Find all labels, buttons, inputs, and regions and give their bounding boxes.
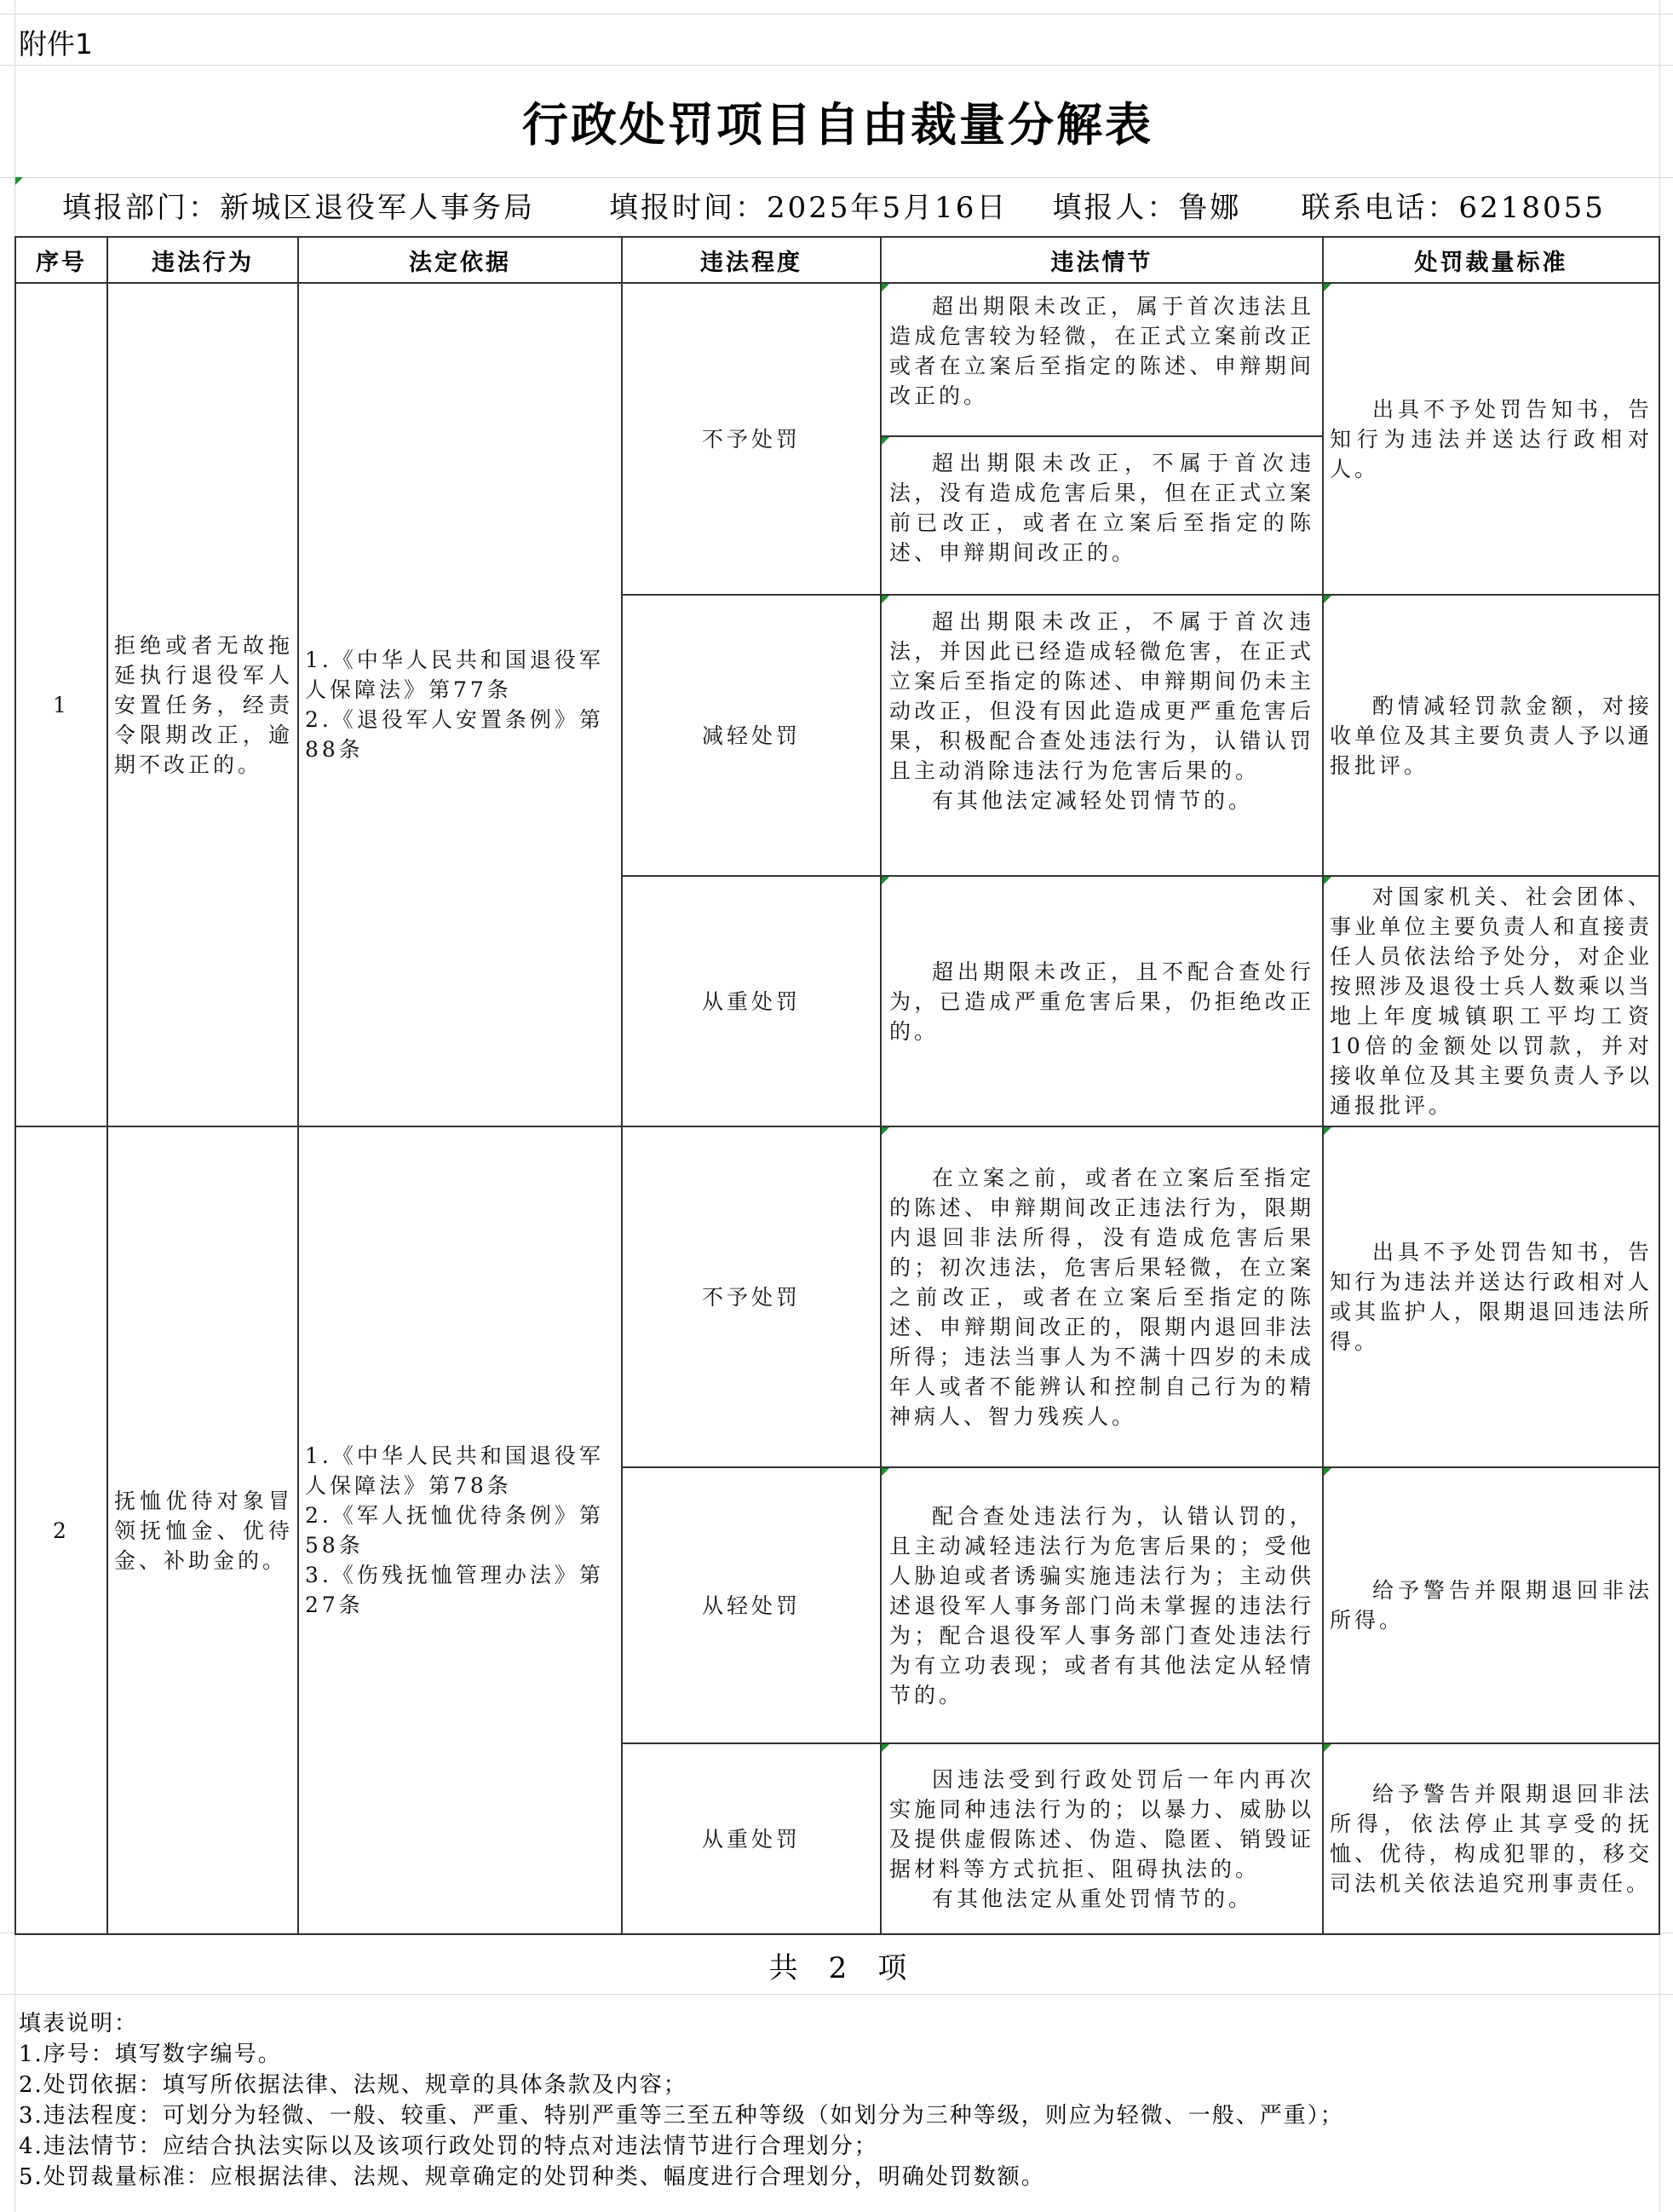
grid-line [0,65,1673,66]
standard-text: 酌情减轻罚款金额，对接收单位及其主要负责人予以通报批评。 [1330,693,1653,778]
table-border [881,435,1323,437]
level-text: 不予处罚 [701,1284,801,1310]
meta-department: 填报部门：新城区退役军人事务局 [62,191,535,225]
meta-reporter: 填报人：鲁娜 [1052,191,1242,225]
standard-cell [1323,1743,1659,1934]
table-border [14,1126,1660,1127]
item-basis [298,1126,622,1934]
cell-comment-marker [882,284,889,291]
total-count [15,1944,1660,1986]
cell-comment-marker [882,596,889,603]
circumstance-text: 有其他法定减轻处罚情节的。 [932,788,1254,813]
item-violation [107,1126,298,1934]
cell-comment-marker [882,1744,889,1752]
standard-text: 出具不予处罚告知书，告知行为违法并送达行政相对人。 [1330,396,1653,481]
cell-comment-marker [882,1468,889,1476]
table-border [1322,236,1324,1935]
table-border [297,236,299,1935]
item-violation-text: 抚恤优待对象冒领抚恤金、优待金、补助金的。 [114,1488,293,1573]
cell-comment-marker [1324,1468,1331,1476]
standard-text: 对国家机关、社会团体、事业单位主要负责人和直接责任人员依法给予处分，对企业按照涉及退役士兵人数乘以当地上年度城镇职工平均工资10倍的金额处以罚款，并对接收单位及其主要负责人予以通报批评。 [1330,884,1653,1118]
level-cell [622,876,881,1126]
cell-comment-marker [882,877,889,884]
circumstance-cell [881,448,1323,595]
level-text: 从轻处罚 [701,1593,801,1618]
table-border [622,875,1660,877]
grid-line [0,1994,1673,1995]
level-text: 从重处罚 [701,1826,801,1852]
level-cell [622,1743,881,1934]
level-text: 不予处罚 [701,426,801,452]
basis-line: 2.《退役军人安置条例》第88条 [305,707,604,762]
circumstance-cell [881,1743,1323,1934]
note-item: 3.违法程度：可划分为轻微、一般、较重、严重、特别严重等三至五种等级（如划分为三种等级，则应为轻微、一般、严重）； [19,2103,1344,2128]
total-suffix: 项 [877,1951,907,1985]
circumstance-cell [881,1126,1323,1467]
total-number: 2 [828,1951,848,1985]
page-title: 行政处罚项目自由裁量分解表 [522,97,1153,152]
cell-comment-marker [882,437,889,445]
item-seq [15,283,107,1126]
cell-comment-marker [1324,284,1331,291]
circumstance-text: 在立案之前，或者在立案后至指定的陈述、申辩期间改正违法行为，限期内退回非法所得，没有造成危害后果的；初次违法，危害后果轻微，在立案之前改正，或者在立案后至指定的陈述、申辩期间改正的，限期内退回非法所得；违法当事人为不满十四岁的未成年人或者不能辨认和控制自己行为的精神病人、智力残疾人。 [889,1165,1314,1429]
note-item: 5.处罚裁量标准：应根据法律、法规、规章确定的处罚种类、幅度进行合理划分，明确处罚数额。 [19,2164,1045,2190]
circumstance-text: 超出期限未改正，属于首次违法且造成危害较为轻微，在正式立案前改正或者在立案后至指定的陈述、申辩期间改正的。 [889,294,1314,408]
table-border [622,1743,1660,1744]
circumstance-text: 超出期限未改正，不属于首次违法，并因此已经造成轻微危害，在正式立案后至指定的陈述、申辩期间仍未主动改正，但没有因此造成更严重危害后果，积极配合查处违法行为，认错认罚且主动消除违法行为危害后果的。 [889,609,1314,783]
table-border [1659,236,1660,1935]
level-cell [622,283,881,595]
note-item: 1.序号：填写数字编号。 [19,2042,282,2067]
header-seq: 序号 [36,249,87,276]
standard-cell [1323,283,1659,595]
table-border [14,1933,1660,1935]
total-prefix: 共 [768,1951,798,1985]
circumstance-text: 超出期限未改正，且不配合查处行为，已造成严重危害后果，仍拒绝改正的。 [889,959,1314,1044]
circumstance-cell [881,876,1323,1126]
level-text: 从重处罚 [701,988,801,1014]
cell-comment-marker [1324,1744,1331,1752]
cell-comment-marker [1324,1127,1331,1135]
table-border [106,236,108,1935]
attachment-label: 附件1 [19,27,93,60]
circumstance-text: 配合查处违法行为，认错认罚的，且主动减轻违法行为危害后果的；受他人胁迫或者诱骗实施违法行为；主动供述退役军人事务部门尚未掌握的违法行为；配合退役军人事务部门查处违法行为有立功表现；或者有其他法定从轻情节的。 [889,1503,1314,1708]
header-level: 违法程度 [700,249,802,276]
header-standard: 处罚裁量标准 [1414,249,1568,276]
cell-comment-marker [1324,877,1331,884]
item-seq [15,1126,107,1934]
level-cell [622,1467,881,1743]
cell-comment-marker [1324,596,1331,603]
basis-line: 1.《中华人民共和国退役军人保障法》第77条 [305,648,604,702]
header-basis: 法定依据 [409,249,511,276]
basis-line: 2.《军人抚恤优待条例》第58条 [305,1503,604,1558]
circumstance-text: 超出期限未改正，不属于首次违法，没有造成危害后果，但在正式立案前已改正，或者在立案后至指定的陈述、申辩期间改正的。 [889,451,1314,565]
item-seq-text: 1 [53,692,70,717]
note-item: 4.违法情节：应结合执法实际以及该项行政处罚的特点对违法情节进行合理划分； [19,2134,878,2159]
standard-cell [1323,1467,1659,1743]
table-border [14,282,1660,284]
header-circumstances: 违法情节 [1050,249,1153,276]
cell-comment-marker [882,1127,889,1135]
level-cell [622,595,881,876]
circumstance-cell [881,1467,1323,1743]
meta-date: 填报时间：2025年5月16日 [609,191,1009,225]
standard-cell [1323,876,1659,1126]
note-item: 2.处罚依据：填写所依据法律、法规、规章的具体条款及内容； [19,2072,687,2098]
standard-cell [1323,595,1659,876]
standard-cell [1323,1126,1659,1467]
meta-row [15,184,1660,226]
level-cell [622,1126,881,1467]
table-border [14,236,16,1935]
table-border [14,236,1660,238]
circumstance-text: 有其他法定从重处罚情节的。 [932,1886,1254,1911]
form-notes [19,2008,1344,2192]
item-violation-text: 拒绝或者无故拖延执行退役军人安置任务，经责令限期改正，逾期不改正的。 [114,632,293,777]
basis-line: 3.《伤残抚恤管理办法》第27条 [305,1563,604,1617]
circumstance-text: 因违法受到行政处罚后一年内再次实施同种违法行为的；以暴力、威胁以及提供虚假陈述、伪造、隐匿、销毁证据材料等方式抗拒、阻碍执法的。 [889,1766,1314,1881]
item-seq-text: 2 [53,1518,70,1543]
table-border [622,1466,1660,1468]
table-border [880,236,882,1935]
standard-text: 给予警告并限期退回非法所得。 [1330,1578,1653,1633]
basis-line: 1.《中华人民共和国退役军人保障法》第78条 [305,1443,604,1498]
header-violation: 违法行为 [152,249,254,276]
notes-title: 填表说明： [19,2011,139,2036]
circumstance-cell [881,291,1323,436]
circumstance-cell [881,607,1323,876]
standard-text: 出具不予处罚告知书，告知行为违法并送达行政相对人或其监护人，限期退回违法所得。 [1330,1240,1653,1354]
table-border [621,236,623,1935]
level-text: 减轻处罚 [701,723,801,748]
standard-text: 给予警告并限期退回非法所得，依法停止其享受的抚恤、优待，构成犯罪的，移交司法机关依法追究刑事责任。 [1330,1782,1653,1896]
table-border [622,594,1660,596]
item-violation [107,283,298,1126]
grid-line [0,177,1673,178]
meta-phone: 联系电话：6218055 [1301,191,1606,225]
item-basis [298,283,622,1126]
